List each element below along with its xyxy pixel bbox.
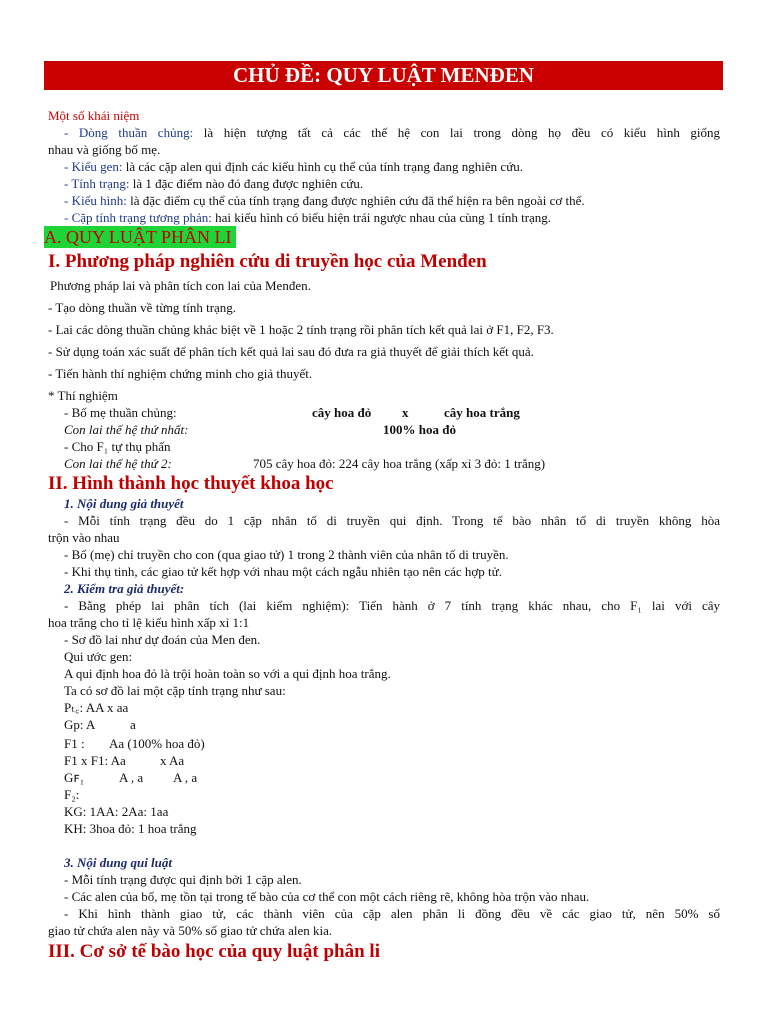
test-line: Ta có sơ đồ lai một cặp tính trạng như sau: [64,683,286,698]
section-2-title: II. Hình thành học thuyết khoa học [48,473,334,494]
cross-pt: Pₜ꜀: AA x aa [64,700,129,715]
cross-gf1-right: A , a [173,770,198,785]
concept-definition: là hiện tượng tất cả các thế hệ con lai trong dòng họ đều có kiểu hình giống [203,125,721,140]
page-title: CHỦ ĐỀ: QUY LUẬT MENĐEN [44,61,723,90]
cross-kh: KH: 3hoa đỏ: 1 hoa trắng [64,821,197,836]
cross-f1xf1: F1 x F1: Aa [64,753,126,768]
f1-label: Con lai thế hệ thứ nhất: [64,422,189,437]
self-pollination: - Cho F₁ tự thụ phấn [64,439,171,454]
cross-gp: Gp: A [64,717,96,732]
hypothesis-line: - Khi thụ tinh, các giao tử kết hợp với nhau một cách ngẫu nhiên tạo nên các hợp tử. [64,564,502,579]
parent-left: cây hoa đỏ [312,405,372,420]
f2-label: Con lai thế hệ thứ 2: [64,456,172,471]
hypothesis-line: - Bố (mẹ) chỉ truyền cho con (qua giao tử) 1 trong 2 thành viên của nhân tố di truyền. [64,547,509,562]
concepts-heading: Một số khái niệm [48,108,140,123]
concept-term: - Kiểu gen: [64,159,123,174]
test-heading: 2. Kiểm tra giả thuyết: [64,581,185,596]
cross-f1-label: F1 : [64,736,85,751]
section-1-title: I. Phương pháp nghiên cứu di truyền học của Menđen [48,251,487,272]
parents-label: - Bố mẹ thuần chủng: [64,405,177,420]
test-line: A qui định hoa đỏ là trội hoàn toàn so với a qui định hoa trắng. [64,666,391,681]
cross-symbol: x [402,405,409,420]
section-1-intro: Phương pháp lai và phân tích con lai của Menđen. [50,278,311,293]
test-line: - Bằng phép lai phân tích (lai kiểm nghiệm): Tiến hành ở 7 tính trạng khác nhau, cho F₁ lai với cây [64,598,720,613]
concept-term: - Tính trạng: [64,176,130,191]
section-3-title: III. Cơ sở tế bào học của quy luật phân li [48,941,380,962]
concept-line [64,192,736,209]
cross-gf1-mid: A , a [119,770,144,785]
concept-definition: là các cặp alen qui định các kiểu hình cụ thể của tính trạng đang nghiên cứu. [125,159,523,174]
test-line: Qui ước gen: [64,649,133,664]
test-line: - Sơ đồ lai như dự đoán của Men đen. [64,632,261,647]
method-step: - Tạo dòng thuần về từng tính trạng. [48,300,237,315]
cross-f1xf1-right: x Aa [160,753,185,768]
cross-f2: F₂: [64,787,80,802]
concept-continuation: nhau và giống bố mẹ. [48,142,161,157]
hypothesis-heading: 1. Nội dung giả thuyết [64,496,184,511]
concept-definition: là đặc điểm cụ thể của tính trạng đang được nghiên cứu đã thể hiện ra bên ngoài cơ thể. [130,193,585,208]
f1-value: 100% hoa đỏ [383,422,456,437]
law-line: - Khi hình thành giao tử, các thành viên của cặp alen phân li đồng đều về các giao tử, nên 50% số [64,906,720,921]
experiment-label: * Thí nghiệm [48,388,118,403]
cross-kg: KG: 1AA: 2Aa: 1aa [64,804,169,819]
section-a-heading: A. QUY LUẬT PHÂN LI [44,226,236,248]
law-line: giao tử chứa alen này và 50% số giao tử chứa alen kia. [48,923,333,938]
concept-line [64,175,736,192]
concept-line [64,124,720,141]
method-step: - Lai các dòng thuần chủng khác biệt về 1 hoặc 2 tính trạng rồi phân tích kết quả lai ở F1, F2, F3. [48,322,554,337]
law-heading: 3. Nội dung qui luật [64,855,173,870]
concept-line [64,158,736,175]
parent-right: cây hoa trắng [444,405,520,420]
test-line: hoa trắng cho tỉ lệ kiểu hình xấp xỉ 1:1 [48,615,250,630]
law-line: - Mỗi tính trạng được qui định bởi 1 cặp alen. [64,872,302,887]
concept-definition: là 1 đặc điểm nào đó đang được nghiên cứu. [132,176,364,191]
method-step: - Tiến hành thí nghiệm chứng minh cho giả thuyết. [48,366,313,381]
cross-gp-right: a [130,717,136,732]
concept-term: - Dòng thuần chủng: [64,125,194,140]
concept-line [64,209,736,226]
concept-term: - Cặp tính trạng tương phản: [64,210,212,225]
concept-definition: hai kiểu hình có biểu hiện trái ngược nhau của cùng 1 tính trạng. [215,210,552,225]
law-line: - Các alen của bố, mẹ tồn tại trong tế bào của cơ thể con một cách riêng rẽ, không hòa trộn vào nhau. [64,889,590,904]
f2-value: 705 cây hoa đỏ: 224 cây hoa trắng (xấp xỉ 3 đỏ: 1 trắng) [253,456,546,471]
hypothesis-line: - Mỗi tính trạng đều do 1 cặp nhân tố di truyền qui định. Trong tế bào nhân tố di truyền không hòa [64,513,720,528]
cross-f1-value: Aa (100% hoa đỏ) [109,736,205,751]
cross-gf1-label: Gꜰ₁ [64,770,85,785]
concept-term: - Kiểu hình: [64,193,127,208]
method-step: - Sử dụng toán xác suất để phân tích kết quả lai sau đó đưa ra giả thuyết để giải thích kết quả. [48,344,534,359]
hypothesis-line: trộn vào nhau [48,530,120,545]
